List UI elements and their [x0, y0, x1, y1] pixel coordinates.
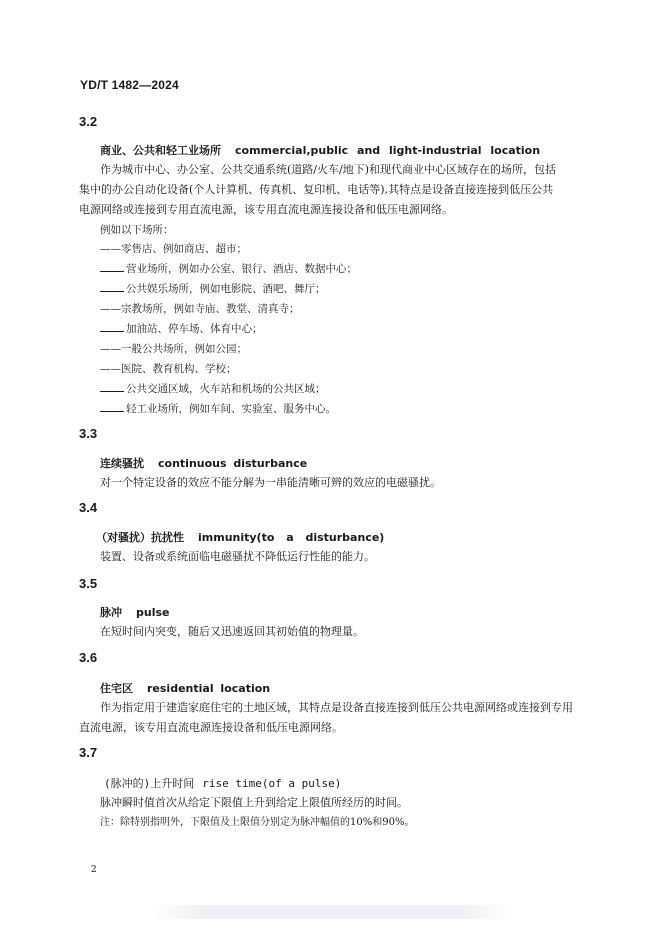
definition-3-5: 在短时间内突变，随后又迅速返回其初始值的物理量。 — [100, 625, 364, 638]
list-item: ——零售店、例如商店、超市； — [100, 243, 247, 255]
dash-mark — [100, 381, 124, 392]
list-item: 公共交通区域，火车站和机场的公共区域； — [100, 381, 326, 396]
faint-watermark — [150, 905, 510, 919]
section-number-3-4: 3.4 — [79, 500, 98, 515]
term-zh: 住宅区 — [100, 682, 133, 695]
term-en: rise time(of a pulse) — [202, 777, 342, 790]
term-en: residential location — [147, 682, 271, 695]
term-zh: (脉冲的)上升时间 — [104, 777, 195, 790]
definition-3-6-line-1: 作为指定用于建造家庭住宅的土地区域，其特点是设备直接连接到低压公共电源网络或连接到专用 — [100, 701, 573, 714]
dash-mark — [100, 401, 124, 412]
list-item: 营业场所，例如办公室、银行、酒店、数据中心； — [100, 261, 357, 276]
term-3-3 — [100, 455, 307, 471]
term-3-6 — [100, 680, 270, 696]
term-3-5 — [100, 604, 169, 620]
dash-mark — [100, 321, 124, 332]
term-zh: 连续骚扰 — [100, 457, 144, 470]
term-en: immunity(to a disturbance) — [198, 531, 385, 544]
term-3-4 — [96, 529, 384, 545]
examples-intro: 例如以下场所： — [100, 224, 174, 236]
definition-3-2-line-3: 电源网络或连接到专用直流电源，该专用直流电源连接设备和低压电源网络。 — [79, 203, 453, 216]
definition-3-4: 装置、设备或系统面临电磁骚扰不降低运行性能的能力。 — [100, 550, 375, 563]
definition-3-6-line-2: 直流电源，该专用直流电源连接设备和低压电源网络。 — [79, 721, 343, 734]
term-3-7 — [104, 775, 341, 791]
section-number-3-5: 3.5 — [79, 576, 98, 591]
list-item: 公共娱乐场所，例如电影院、酒吧、舞厅； — [100, 281, 326, 296]
section-number-3-2: 3.2 — [79, 114, 98, 129]
section-number-3-6: 3.6 — [79, 650, 98, 665]
dash-mark — [100, 261, 124, 272]
note-3-7: 注：除特别指明外，下限值及上限值分别定为脉冲幅值的10%和90%。 — [100, 817, 415, 828]
list-item: 轻工业场所，例如车间、实验室、服务中心。 — [100, 401, 336, 416]
term-zh: 脉冲 — [100, 606, 122, 619]
list-item: ——医院、教育机构、学校； — [100, 363, 237, 375]
term-en: continuous disturbance — [158, 457, 308, 470]
page-number: 2 — [91, 865, 97, 875]
definition-3-3: 对一个特定设备的效应不能分解为一串能清晰可辨的效应的电磁骚扰。 — [100, 476, 441, 489]
list-item: ——宗教场所，例如寺庙、教堂、清真寺； — [100, 303, 300, 315]
term-zh: 商业、公共和轻工业场所 — [100, 144, 221, 157]
definition-3-2-line-1: 作为城市中心、办公室、公共交通系统(道路/火车/地下)和现代商业中心区域存在的场所，包括 — [100, 163, 556, 176]
section-number-3-7: 3.7 — [79, 745, 98, 760]
definition-3-7: 脉冲瞬时值首次从给定下限值上升到给定上限值所经历的时间。 — [100, 796, 408, 809]
dash-mark — [100, 281, 124, 292]
term-3-2 — [100, 142, 540, 158]
term-en: commercial,public and light-industrial location — [235, 144, 541, 157]
list-item: ——一般公共场所，例如公园； — [100, 343, 247, 355]
section-number-3-3: 3.3 — [79, 426, 98, 441]
document-id-header: YD/T 1482—2024 — [80, 78, 179, 92]
term-zh: （对骚扰）抗扰性 — [96, 531, 184, 544]
definition-3-2-line-2: 集中的办公自动化设备(个人计算机、传真机、复印机、电话等),其特点是设备直接连接到低压公共 — [79, 183, 554, 196]
list-item: 加油站、停车场、体育中心； — [100, 321, 263, 336]
term-en: pulse — [136, 606, 170, 619]
